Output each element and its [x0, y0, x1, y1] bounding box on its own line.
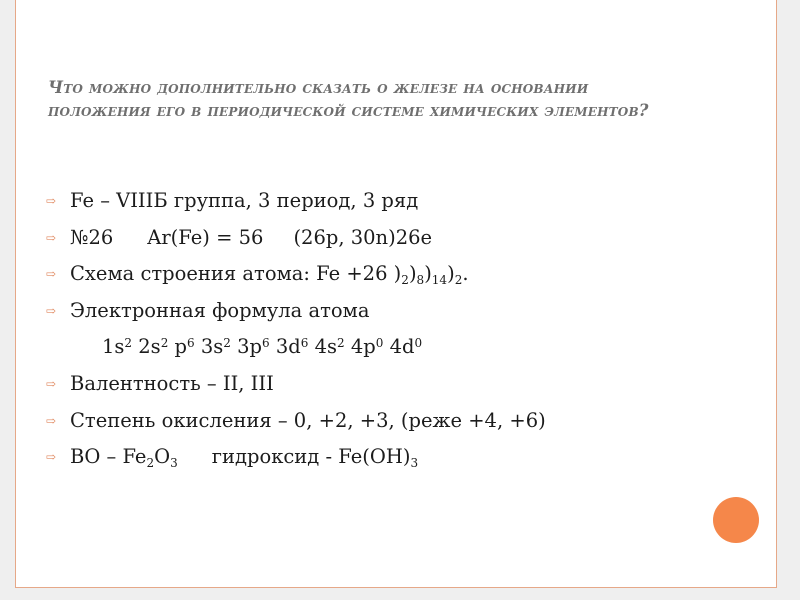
atomic-mass: Ar(Fe) = 56: [147, 225, 264, 249]
oxidation-text: Степень окисления – 0, +2, +3, (реже +4, +6): [70, 408, 546, 432]
formula-label: Электронная формула атома: [70, 298, 370, 322]
list-item-formula-label: [46, 293, 766, 330]
slide-title: [48, 76, 748, 122]
content-list: [46, 183, 766, 476]
arrow-bullet-icon: ⇨: [46, 450, 57, 465]
scheme-lead: Схема строения атома: Fe +26 ): [70, 262, 402, 286]
shell-1: 2: [401, 273, 409, 288]
valence-text: Валентность – II, III: [70, 371, 274, 395]
title-line-1: Что можно дополнительно сказать о железе на основании: [48, 78, 589, 97]
oxide-formula: ВО – $Fe_2O_3$: [70, 445, 178, 471]
title-line-2: положения его в периодической системе химических элементов?: [48, 101, 649, 120]
list-item-oxidation: [46, 403, 766, 440]
list-item-valence: [46, 366, 766, 403]
shell-2: 8: [416, 273, 425, 288]
arrow-bullet-icon: ⇨: [46, 194, 57, 208]
group-text: Fe – VIIIБ группа, 3 период, 3 ряд: [70, 189, 419, 212]
list-item-group: [46, 183, 766, 220]
hydroxide-formula: гидроксид - $Fe(OH)_3$: [211, 445, 419, 471]
orbital-formula: $1s^2$ $2s^2$ $p^6$ $3s^2$ $3p^6$ $3d^6$ $4s^2$ $4p^0$ $4d^0$: [102, 335, 423, 359]
arrow-bullet-icon: ⇨: [46, 376, 57, 391]
arrow-bullet-icon: ⇨: [46, 303, 57, 318]
shell-bracket: ): [408, 262, 417, 286]
list-item-formula: [46, 329, 766, 366]
atomic-number: №26: [70, 225, 114, 249]
shell-bracket: ): [424, 262, 432, 286]
arrow-bullet-icon: ⇨: [46, 230, 57, 245]
decorative-circle: [713, 497, 759, 543]
scheme-end: .: [462, 262, 469, 286]
atom-composition: (26p, 30n)26e: [293, 225, 433, 249]
list-item-scheme: [46, 256, 766, 293]
list-item-atomic: [46, 220, 766, 257]
list-item-oxide: [46, 439, 766, 476]
arrow-bullet-icon: ⇨: [46, 267, 57, 282]
arrow-bullet-icon: ⇨: [46, 413, 57, 428]
shell-bracket: ): [447, 262, 455, 286]
shell-3: 14: [431, 273, 448, 288]
shell-4: 2: [454, 273, 463, 288]
